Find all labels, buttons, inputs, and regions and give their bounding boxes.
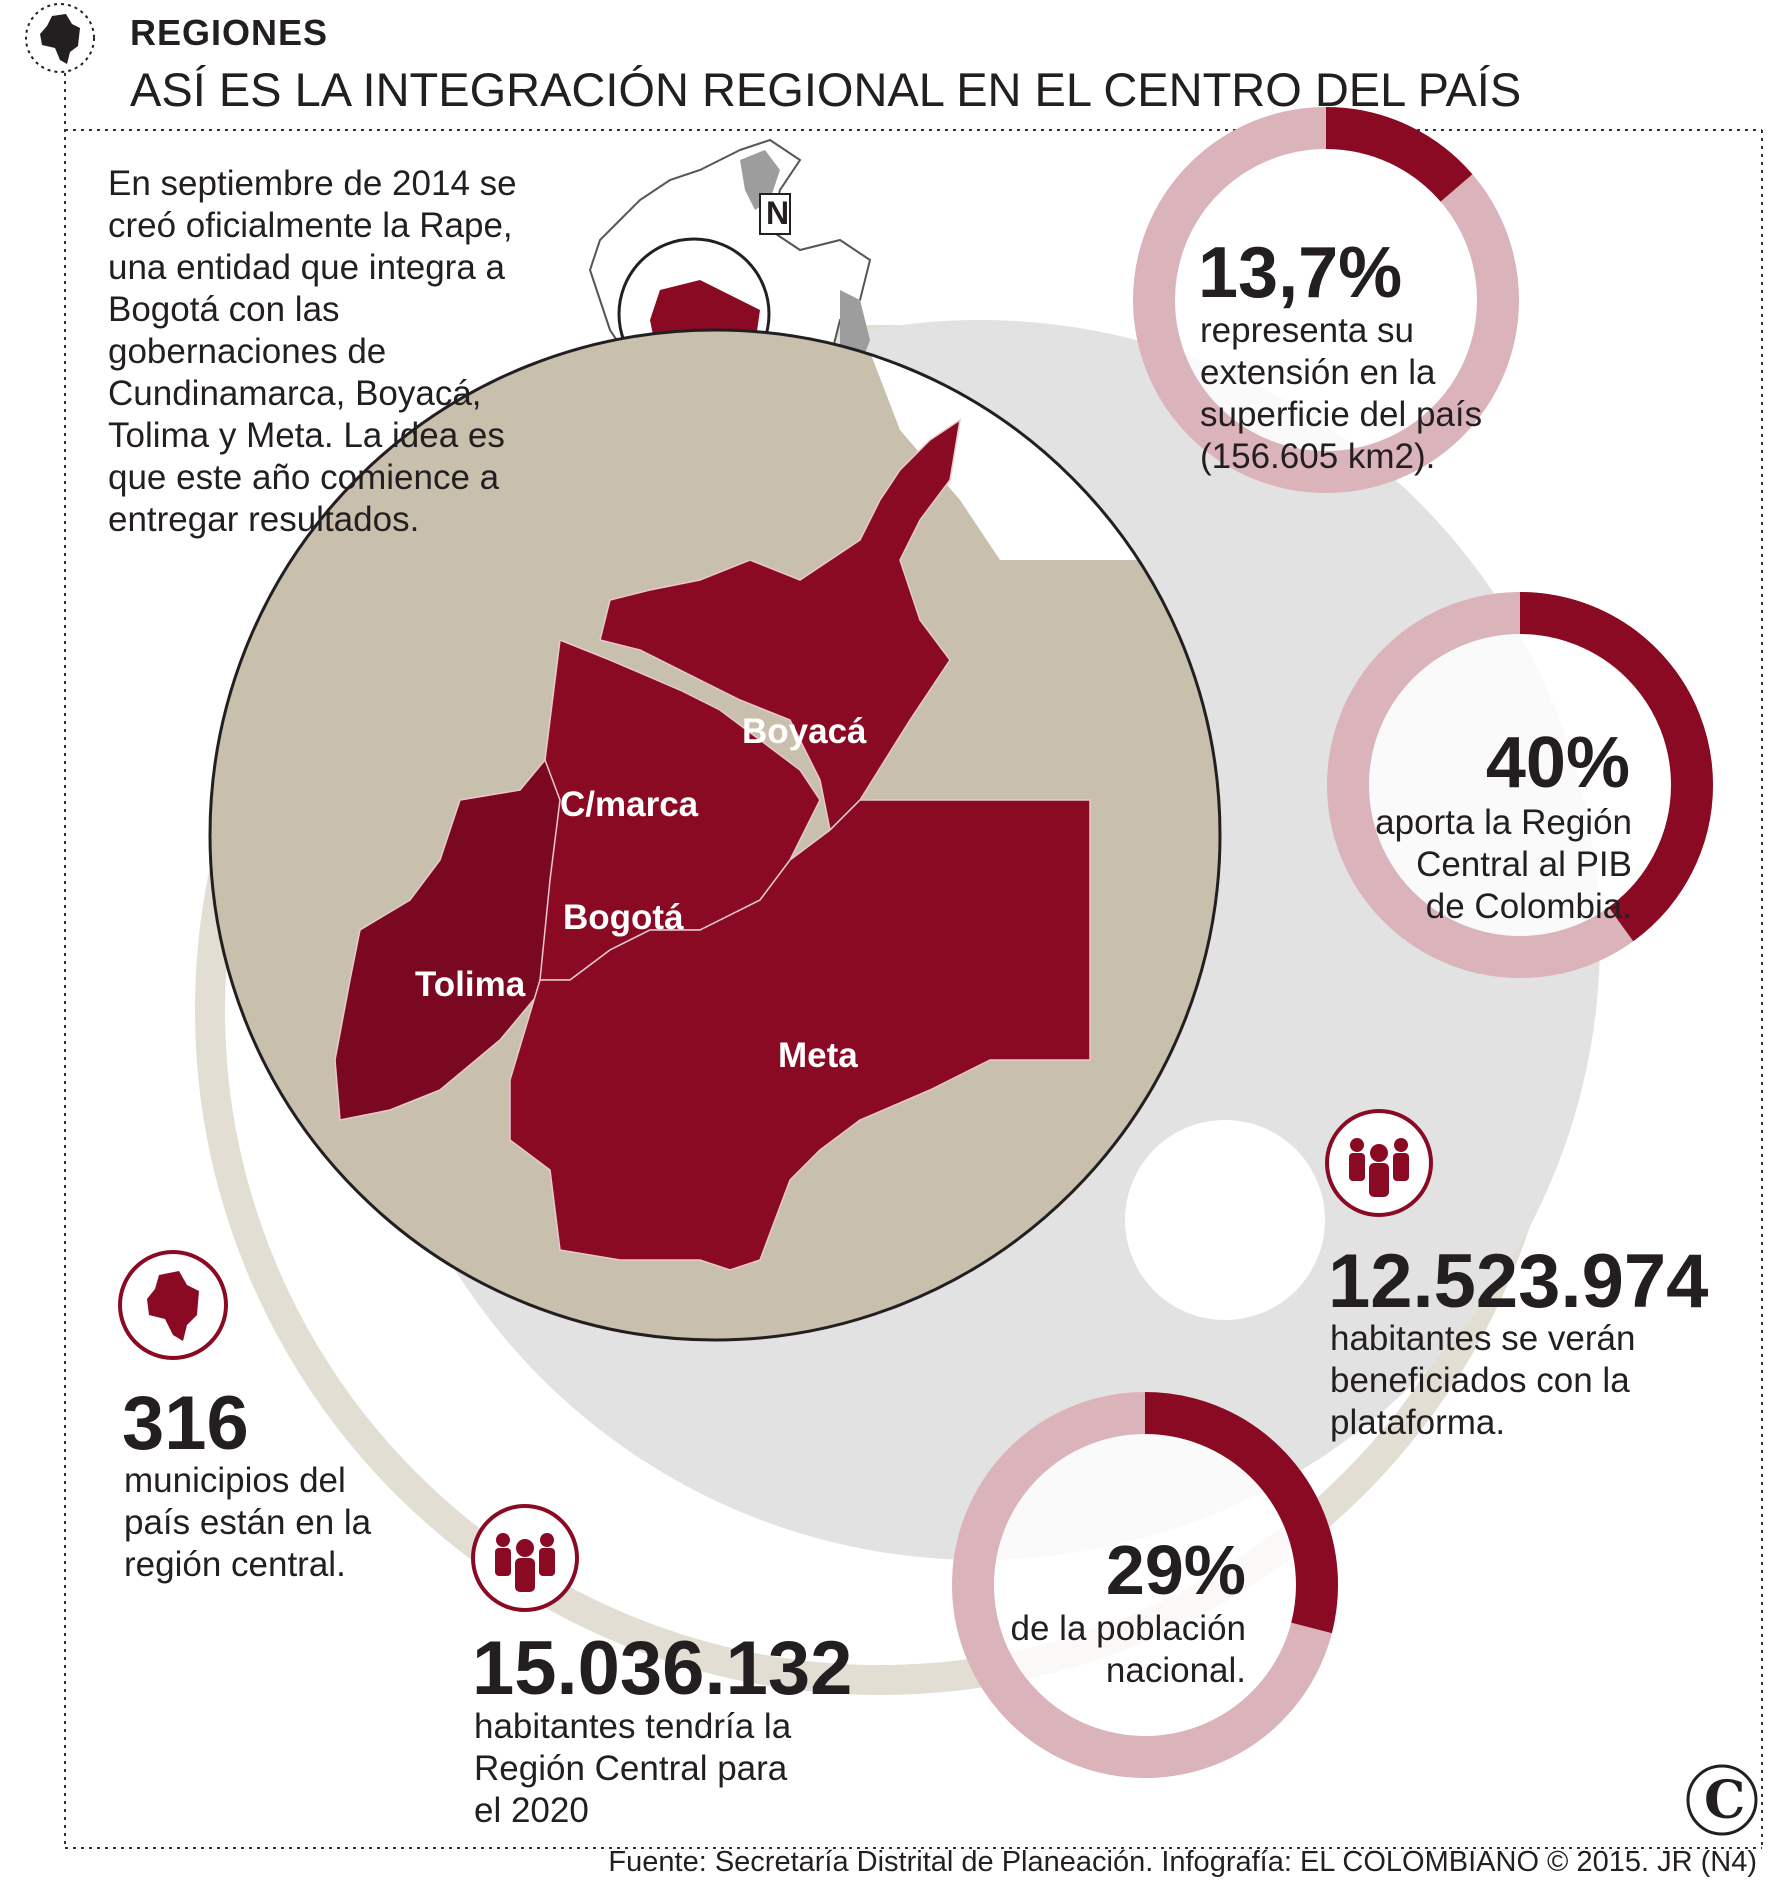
stat-poblacion-value: 29% (1105, 1531, 1246, 1609)
el-colombiano-logo-letter: C (1704, 1770, 1746, 1831)
people-icon (1327, 1111, 1431, 1215)
stat-habitantes-2020-value: 15.036.132 (472, 1626, 853, 1711)
stat-extension-text: representa su extensión en la superficie del país (156.605 km2). (1200, 311, 1483, 476)
white-circle (1125, 1120, 1325, 1320)
colombia-map-icon (120, 1252, 226, 1358)
stat-poblacion-text: de la población nacional. (1010, 1609, 1246, 1690)
section-label: REGIONES (130, 12, 329, 53)
stat-beneficiados-value: 12.523.974 (1328, 1239, 1709, 1324)
stat-municipios-value: 316 (122, 1381, 249, 1466)
stat-municipios-text: municipios del país están en la región central. (124, 1461, 372, 1584)
region-label-tolima: Tolima (415, 965, 526, 1004)
region-label-boyaca: Boyacá (742, 712, 867, 751)
north-label: N (766, 195, 790, 231)
stat-extension-value: 13,7% (1198, 233, 1403, 313)
intro-paragraph: En septiembre de 2014 se creó oficialmente la Rape, una entidad que integra a Bogotá con las gobernaciones de Cundinamarca, Boyacá, Tolima y Meta. La idea es que este año comience a entregar resultados. (108, 164, 517, 539)
stat-pib-text: aporta la Región Central al PIB de Colombia. (1375, 803, 1632, 926)
region-label-meta: Meta (778, 1036, 858, 1075)
stat-pib-value: 40% (1485, 723, 1630, 803)
stat-habitantes-2020-text: habitantes tendría la Región Central para el 2020 (474, 1707, 792, 1830)
people-icon-2 (473, 1506, 577, 1610)
page-title: ASÍ ES LA INTEGRACIÓN REGIONAL EN EL CENTRO DEL PAÍS (130, 63, 1522, 116)
footer-source: Fuente: Secretaría Distrital de Planeación. Infografía: EL COLOMBIANO © 2015. JR (N4) (608, 1846, 1757, 1878)
region-label-cmarca: C/marca (560, 785, 699, 824)
stat-beneficiados-text: habitantes se verán beneficiados con la plataforma. (1330, 1319, 1636, 1442)
region-label-bogota: Bogotá (563, 898, 684, 937)
regiones-logo-icon (26, 4, 94, 72)
